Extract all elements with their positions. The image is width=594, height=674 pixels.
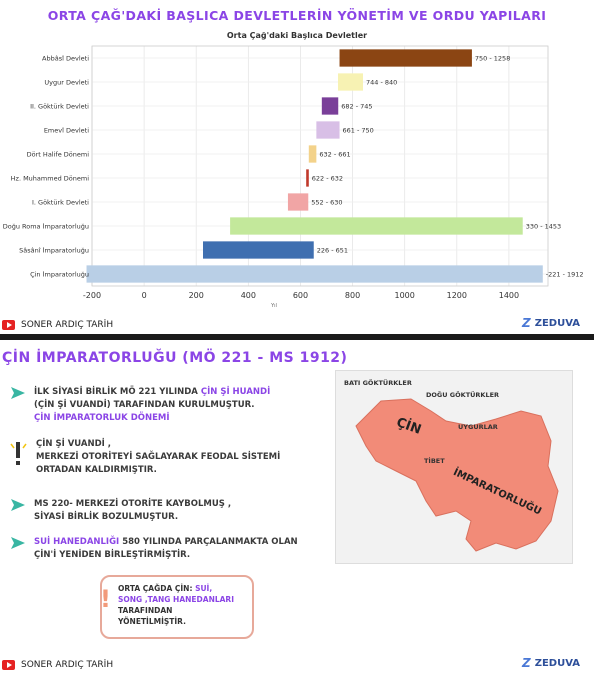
x-axis-label: Yıl	[271, 303, 277, 309]
bar-value-label-2: 682 - 745	[341, 102, 373, 111]
bar-6	[288, 193, 308, 210]
bar-value-label-7: 330 - 1453	[525, 222, 562, 231]
map-label-imp: İMPARATORLUĞU	[451, 467, 543, 518]
bar-value-label-0: 750 - 1258	[474, 54, 511, 63]
bullet-4-text-a: 580 YILINDA PARÇALANMAKTA OLAN	[119, 537, 298, 547]
footer-right-text: ZEDUVA	[534, 657, 580, 669]
footer-left-text: SONER ARDIÇ TARİH	[21, 660, 114, 670]
category-label-2: II. Göktürk Devleti	[30, 102, 89, 111]
slide-title: ÇİN İMPARATORLUĞU (MÖ 221 - MS 1912)	[2, 350, 348, 366]
map-shape	[336, 371, 572, 563]
category-label-7: Doğu Roma İmparatorluğu	[2, 222, 89, 231]
bar-value-label-1: 744 - 840	[365, 78, 398, 87]
bullet-4	[10, 536, 298, 562]
bar-4	[309, 145, 317, 162]
bullet-2	[10, 438, 280, 477]
bullet-3-text-a: MS 220- MERKEZİ OTORİTE KAYBOLMUŞ ,	[34, 499, 232, 509]
category-label-1: Uygur Devleti	[44, 78, 89, 87]
bar-value-label-9: -221 - 1912	[545, 270, 584, 279]
slide-chart	[0, 0, 594, 334]
map-label-cin: ÇİN	[394, 415, 424, 438]
bullet-2-text-c: ORTADAN KALDIRMIŞTIR.	[36, 465, 157, 475]
bullet-2-text-a: ÇİN Şİ VUANDİ ,	[36, 439, 112, 449]
arrow-icon	[10, 386, 26, 400]
x-tick-label-5: 800	[344, 291, 361, 300]
bar-1	[338, 73, 363, 90]
bar-value-label-4: 632 - 661	[319, 150, 351, 159]
bar-9	[87, 265, 543, 282]
chart-title: Orta Çağ'daki Başlıca Devletler	[226, 31, 368, 40]
info-box	[100, 575, 254, 639]
play-icon	[2, 660, 15, 670]
bar-5	[306, 169, 309, 186]
footer-brand-left	[2, 660, 113, 670]
bar-3	[316, 121, 339, 138]
bullet-4-text-b: ÇİN'İ YENİDEN BİRLEŞTİRMİŞTİR.	[34, 550, 191, 560]
slide-china	[0, 340, 594, 674]
bar-value-label-6: 552 - 630	[311, 198, 343, 207]
bullet-1-text-a: İLK SİYASİ BİRLİK MÖ 221 YILINDA	[34, 387, 201, 397]
bullet-1-highlight: ÇİN Şİ HUANDİ	[200, 387, 271, 397]
bar-value-label-3: 661 - 750	[342, 126, 374, 135]
arrow-icon	[10, 498, 26, 512]
x-tick-label-3: 400	[240, 291, 256, 300]
category-label-4: Dört Halife Dönemi	[26, 150, 89, 159]
china-map	[335, 370, 573, 564]
map-label-dogu: DOĞU GÖKTÜRKLER	[426, 391, 500, 399]
x-tick-label-4: 600	[292, 291, 309, 300]
map-label-uygur: UYGURLAR	[458, 423, 498, 431]
category-label-0: Abbâsî Devleti	[42, 54, 89, 63]
map-label-tibet: TİBET	[424, 457, 445, 465]
x-tick-label-1: 0	[141, 291, 147, 300]
footer-brand-right	[522, 656, 580, 670]
bullet-1-text-b: (ÇİN Şİ VUANDİ) TARAFINDAN KURULMUŞTUR.	[34, 400, 255, 410]
bar-value-label-5: 622 - 632	[311, 174, 344, 183]
x-tick-label-7: 1200	[446, 291, 467, 300]
footer-brand-left	[2, 320, 113, 330]
exclamation-icon	[10, 438, 28, 468]
bullet-3-text-b: SİYASİ BİRLİK BOZULMUŞTUR.	[34, 512, 179, 522]
exclamation-icon: !	[100, 585, 111, 613]
category-label-9: Çin İmparatorluğu	[30, 270, 89, 279]
bullet-1	[10, 386, 270, 425]
map-label-bati: BATI GÖKTÜRKLER	[344, 379, 412, 387]
zeduva-logo-icon: Z	[521, 656, 531, 670]
bar-7	[230, 217, 523, 234]
category-label-5: Hz. Muhammed Dönemi	[10, 174, 89, 183]
play-icon	[2, 320, 15, 330]
box-highlight-1: SUİ,	[195, 584, 213, 593]
bar-8	[203, 241, 314, 258]
bar-2	[322, 97, 338, 114]
bullet-1-text-c: ÇİN İMPARATORLUK DÖNEMİ	[34, 413, 170, 423]
x-tick-label-8: 1400	[498, 291, 520, 300]
box-text-4: YÖNETİLMİŞTİR.	[118, 617, 186, 626]
box-label: ORTA ÇAĞDA ÇİN:	[118, 584, 196, 593]
arrow-icon	[10, 536, 26, 550]
x-tick-label-2: 200	[188, 291, 204, 300]
bullet-3	[10, 498, 231, 524]
category-label-6: I. Göktürk Devleti	[31, 198, 89, 207]
footer-left-text: SONER ARDIÇ TARİH	[21, 320, 114, 330]
bar-0	[340, 49, 472, 66]
box-text-3: TARAFINDAN	[118, 606, 173, 615]
footer-brand-right	[522, 316, 580, 330]
slide-title: ORTA ÇAĞ'DAKİ BAŞLICA DEVLETLERİN YÖNETİM VE ORDU YAPILARI	[47, 8, 547, 23]
bullet-2-text-b: MERKEZİ OTORİTEYİ SAĞLAYARAK FEODAL SİSTEMİ	[36, 452, 281, 462]
category-label-3: Emevî Devleti	[43, 126, 89, 135]
box-highlight-2: SONG ,TANG HANEDANLARI	[118, 595, 234, 604]
category-label-8: Sâsânî İmparatorluğu	[19, 246, 89, 255]
x-tick-label-6: 1000	[394, 291, 415, 300]
x-tick-label-0: -200	[82, 291, 102, 300]
bullet-4-highlight: SUİ HANEDANLIĞI	[34, 537, 120, 547]
bar-value-label-8: 226 - 651	[316, 246, 349, 255]
footer-right-text: ZEDUVA	[534, 317, 580, 329]
zeduva-logo-icon: Z	[521, 316, 531, 330]
bar-chart	[0, 40, 594, 312]
